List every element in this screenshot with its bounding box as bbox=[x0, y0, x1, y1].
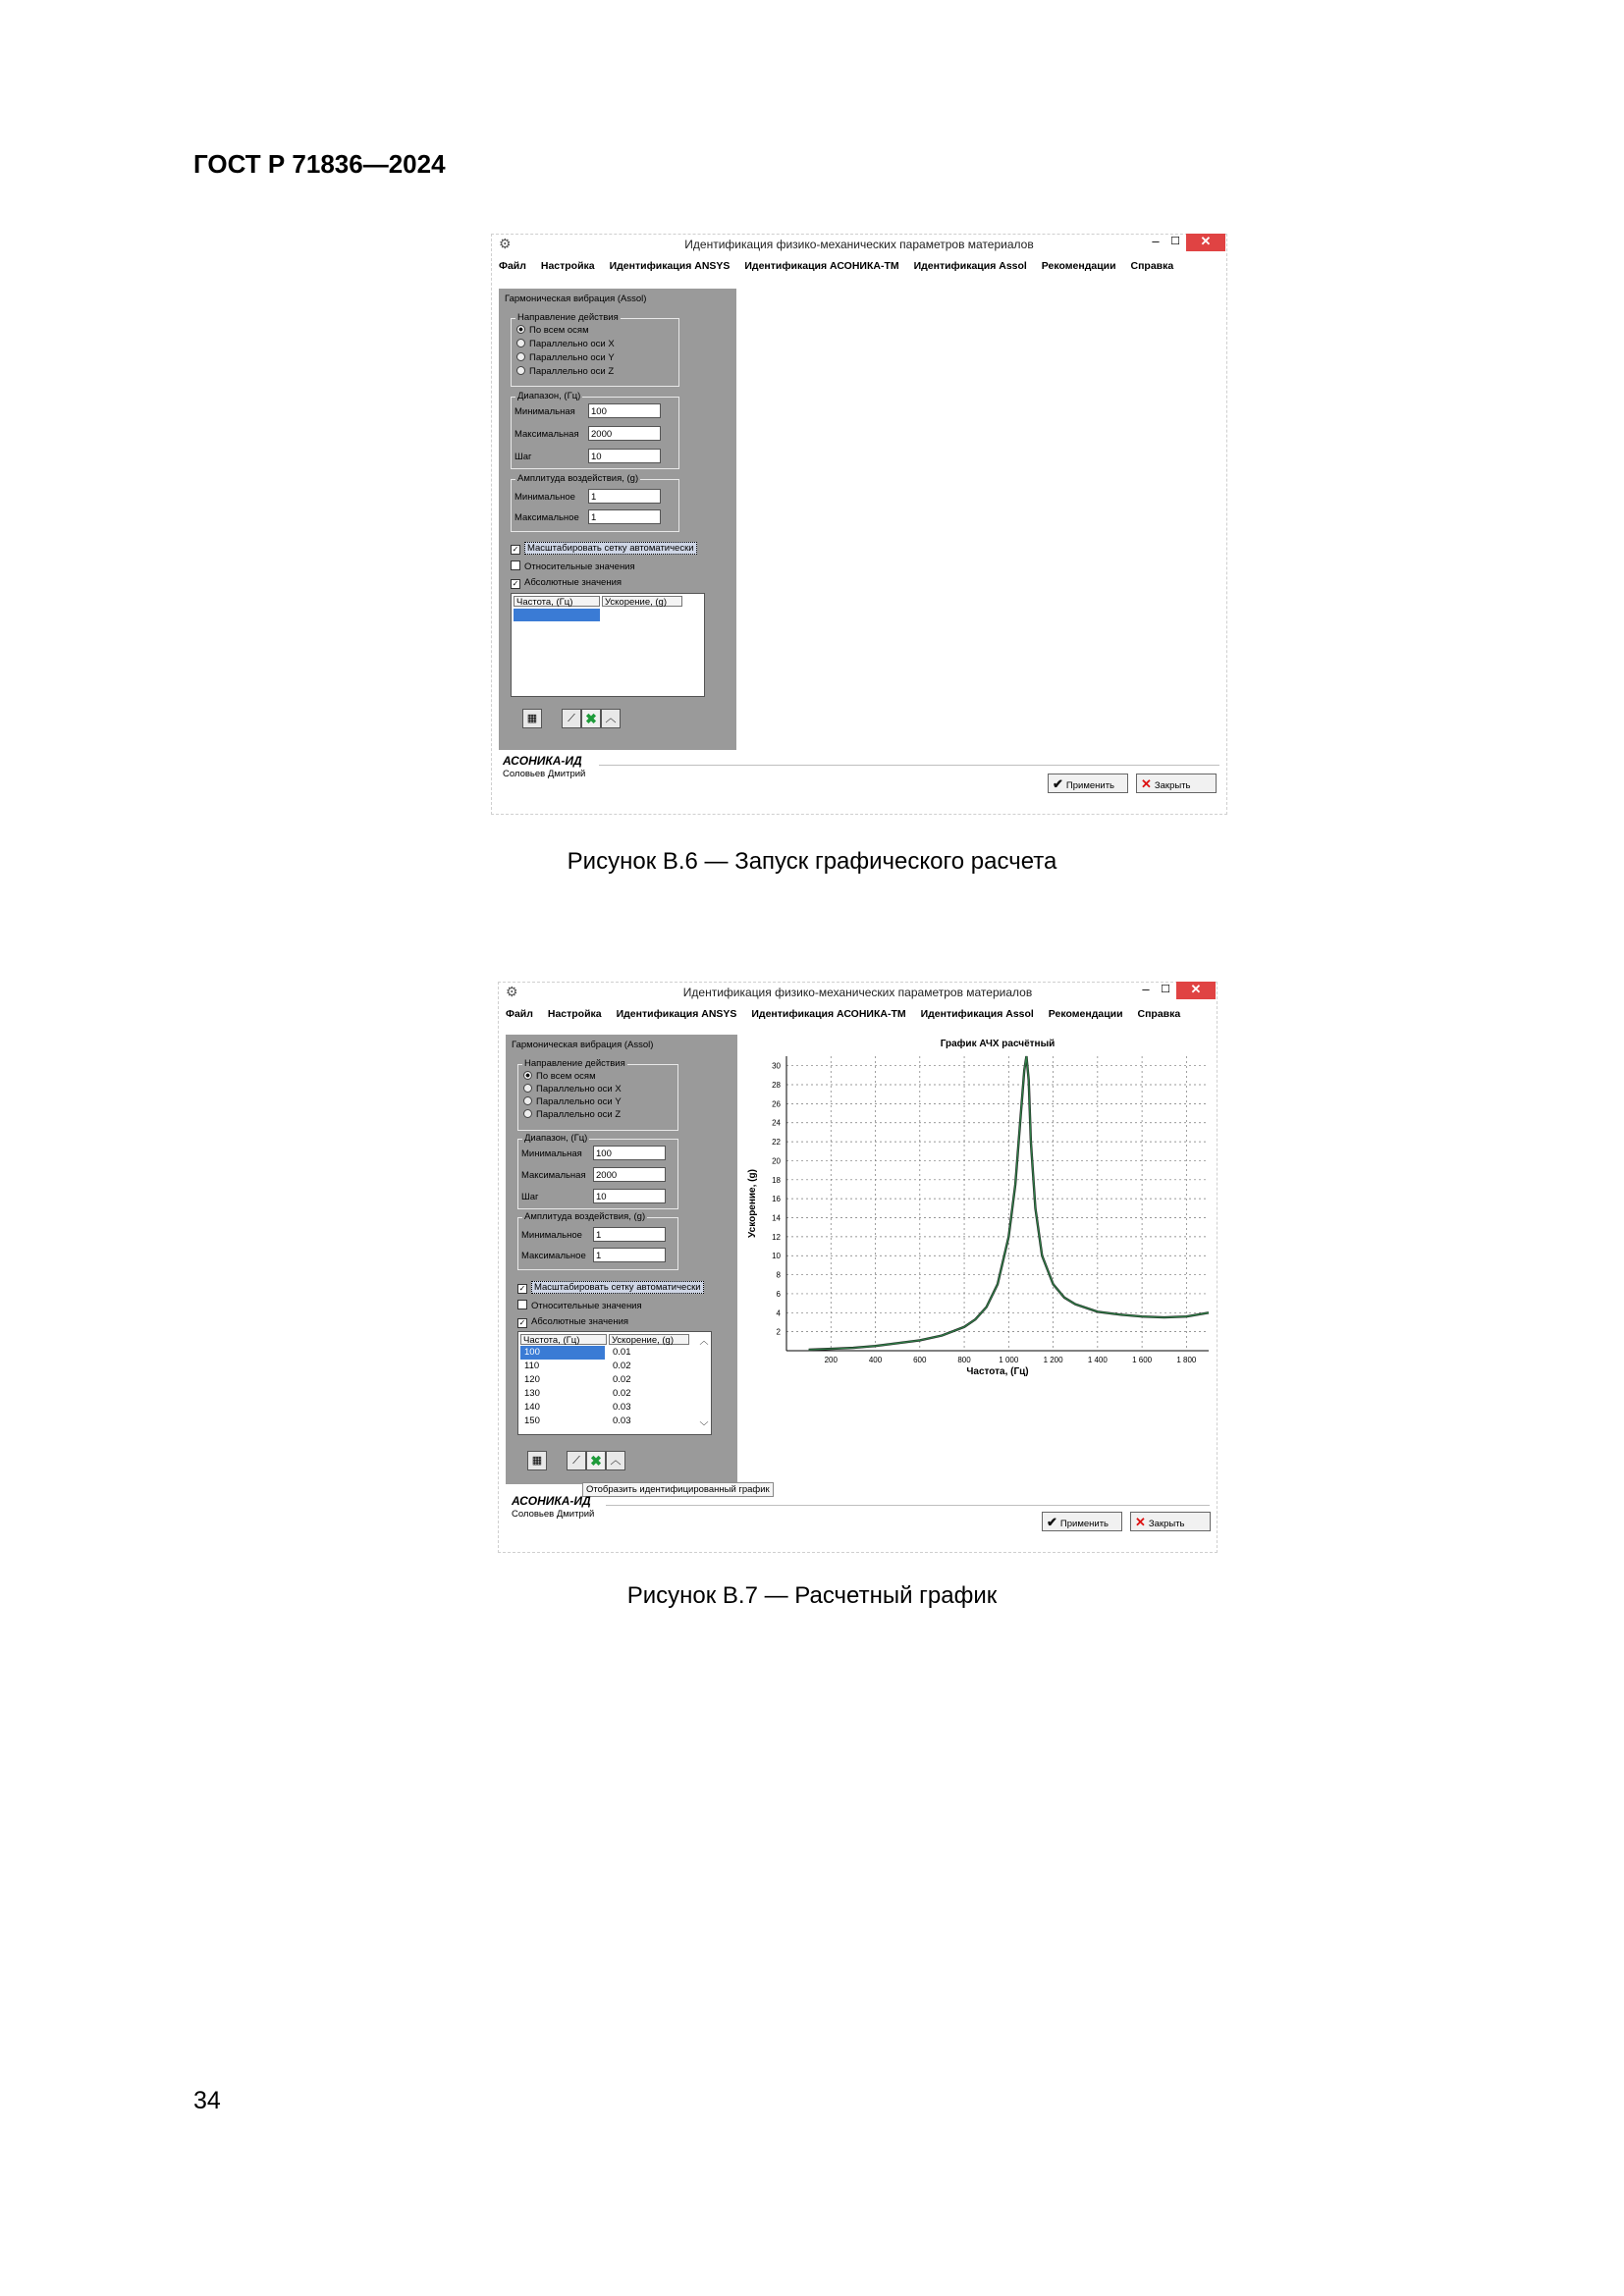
radio-axis-x[interactable] bbox=[523, 1084, 622, 1095]
table-row[interactable] bbox=[520, 1360, 699, 1373]
menu-item-asonika-tm[interactable]: Идентификация АСОНИКА-ТМ bbox=[744, 260, 899, 272]
window-title: Идентификация физико-механических параметров материалов bbox=[684, 238, 1034, 251]
author-name: Соловьев Дмитрий bbox=[503, 769, 586, 779]
radio-indicator bbox=[516, 325, 525, 334]
checkbox-label: Масштабировать сетку автоматически bbox=[524, 542, 697, 555]
radio-indicator bbox=[523, 1084, 532, 1093]
range-max-label: Максимальная bbox=[514, 429, 579, 440]
checkbox-label: Масштабировать сетку автоматически bbox=[531, 1281, 704, 1294]
radio-label: Параллельно оси X bbox=[536, 1084, 622, 1095]
footer-separator bbox=[599, 765, 1219, 766]
radio-indicator bbox=[523, 1071, 532, 1080]
apply-button[interactable] bbox=[1042, 1512, 1122, 1531]
amplitude-min-input[interactable]: 1 bbox=[588, 489, 661, 504]
y-tick-label: 22 bbox=[772, 1138, 781, 1148]
radio-label: Параллельно оси Y bbox=[536, 1096, 622, 1107]
amplitude-min-label: Минимальное bbox=[521, 1230, 582, 1241]
app-window-figure-2 bbox=[498, 982, 1218, 1553]
cell-frequency: 150 bbox=[524, 1415, 540, 1426]
calculator-icon[interactable]: ▦ bbox=[527, 1451, 547, 1470]
y-tick-label: 2 bbox=[776, 1327, 781, 1337]
checkbox-absolute-values[interactable] bbox=[511, 577, 622, 589]
brand-logo: АСОНИКА-ИД bbox=[503, 754, 582, 768]
amplitude-max-label: Максимальное bbox=[521, 1251, 586, 1261]
range-step-label: Шаг bbox=[514, 452, 532, 462]
close-button[interactable] bbox=[1136, 774, 1217, 793]
close-window-button[interactable]: ✕ bbox=[1186, 234, 1225, 251]
close-icon: ✕ bbox=[1141, 776, 1152, 791]
chart-title: График АЧХ расчётный bbox=[940, 1039, 1056, 1049]
table-row[interactable] bbox=[520, 1373, 699, 1387]
menu-item-assol[interactable]: Идентификация Assol bbox=[920, 1008, 1034, 1020]
maximize-button[interactable]: ☐ bbox=[1161, 984, 1170, 995]
menu-item-file[interactable]: Файл bbox=[499, 260, 526, 272]
x-tick-label: 1 000 bbox=[999, 1356, 1019, 1364]
calculator-icon[interactable]: ▦ bbox=[522, 709, 542, 728]
menu-item-settings[interactable]: Настройка bbox=[540, 260, 595, 272]
checkbox-relative-values[interactable] bbox=[517, 1300, 642, 1311]
chart-line-icon[interactable]: ⟋ bbox=[562, 709, 581, 728]
y-tick-label: 28 bbox=[772, 1081, 781, 1091]
radio-label: Параллельно оси Z bbox=[536, 1109, 622, 1120]
close-button[interactable] bbox=[1130, 1512, 1211, 1531]
menu-item-ansys[interactable]: Идентификация ANSYS bbox=[616, 1008, 737, 1020]
app-window-figure-1 bbox=[491, 234, 1227, 815]
range-min-input[interactable]: 100 bbox=[593, 1146, 666, 1160]
figure-caption-2: Рисунок В.7 — Расчетный график bbox=[626, 1582, 998, 1609]
y-axis-label: Ускорение, (g) bbox=[747, 1169, 758, 1238]
clear-icon[interactable]: ✖ bbox=[581, 709, 601, 728]
range-legend: Диапазон, (Гц) bbox=[524, 1133, 588, 1144]
amplitude-max-input[interactable]: 1 bbox=[588, 509, 661, 524]
radio-indicator bbox=[523, 1096, 532, 1105]
cell-frequency: 120 bbox=[524, 1374, 540, 1385]
direction-group bbox=[511, 312, 679, 387]
radio-indicator bbox=[516, 352, 525, 361]
direction-group bbox=[517, 1058, 678, 1131]
table-row[interactable] bbox=[520, 1415, 699, 1428]
radio-all-axes[interactable] bbox=[516, 325, 589, 336]
checkbox-indicator bbox=[511, 561, 520, 570]
range-max-input[interactable]: 2000 bbox=[593, 1167, 666, 1182]
checkmark-icon: ✔ bbox=[1053, 776, 1063, 791]
menu-item-settings[interactable]: Настройка bbox=[547, 1008, 602, 1020]
table-row[interactable] bbox=[520, 1387, 699, 1401]
amplitude-min-label: Минимальное bbox=[514, 492, 575, 503]
cell-frequency: 110 bbox=[524, 1361, 540, 1371]
menu-item-assol[interactable]: Идентификация Assol bbox=[913, 260, 1027, 272]
cell-acceleration: 0.01 bbox=[613, 1347, 631, 1358]
apply-button[interactable] bbox=[1048, 774, 1128, 793]
table-header-frequency[interactable]: Частота, (Гц) bbox=[520, 1334, 607, 1345]
range-legend: Диапазон, (Гц) bbox=[517, 391, 581, 401]
checkbox-label: Относительные значения bbox=[531, 1301, 642, 1311]
radio-axis-z[interactable] bbox=[516, 366, 614, 377]
radio-label: Параллельно оси Z bbox=[529, 366, 615, 377]
checkbox-autoscale-grid[interactable] bbox=[517, 1282, 704, 1294]
x-tick-label: 1 800 bbox=[1176, 1356, 1197, 1364]
footer-separator bbox=[606, 1505, 1210, 1506]
table-header-frequency[interactable]: Частота, (Гц) bbox=[514, 596, 600, 607]
radio-axis-z[interactable] bbox=[523, 1109, 621, 1120]
y-tick-label: 10 bbox=[772, 1252, 781, 1261]
figure-caption-1: Рисунок В.6 — Запуск графического расчета bbox=[567, 848, 1057, 875]
range-max-input[interactable]: 2000 bbox=[588, 426, 661, 441]
y-tick-label: 4 bbox=[776, 1308, 781, 1318]
range-step-input[interactable]: 10 bbox=[588, 449, 661, 463]
chart-line-icon[interactable]: ⟋ bbox=[567, 1451, 586, 1470]
x-tick-label: 1 400 bbox=[1087, 1356, 1108, 1364]
author-name: Соловьев Дмитрий bbox=[512, 1509, 595, 1520]
checkbox-label: Абсолютные значения bbox=[531, 1316, 629, 1327]
direction-legend: Направление действия bbox=[524, 1058, 625, 1069]
tooltip: Отобразить идентифицированный график bbox=[582, 1482, 774, 1497]
range-min-label: Минимальная bbox=[521, 1148, 582, 1159]
y-tick-label: 8 bbox=[776, 1270, 781, 1280]
radio-label: Параллельно оси Y bbox=[529, 352, 615, 363]
cell-frequency: 100 bbox=[524, 1347, 540, 1358]
table-row[interactable] bbox=[520, 1346, 699, 1360]
table-header-acceleration[interactable]: Ускорение, (g) bbox=[609, 1334, 689, 1345]
chevron-up-icon[interactable]: ︿ bbox=[601, 709, 621, 728]
close-icon: ✕ bbox=[1135, 1515, 1146, 1529]
series-line-shadow bbox=[809, 1056, 1209, 1350]
checkbox-label: Относительные значения bbox=[524, 561, 635, 572]
window-title: Идентификация физико-механических параметров материалов bbox=[682, 986, 1033, 999]
maximize-button[interactable]: ☐ bbox=[1170, 236, 1180, 247]
series-line bbox=[809, 1056, 1209, 1350]
menu-item-help[interactable]: Справка bbox=[1130, 260, 1174, 272]
menu-item-help[interactable]: Справка bbox=[1137, 1008, 1181, 1020]
table-scrollbar[interactable] bbox=[699, 1334, 709, 1432]
y-tick-label: 24 bbox=[772, 1118, 781, 1128]
panel-title: Гармоническая вибрация (Assol) bbox=[505, 294, 647, 304]
cell-acceleration: 0.02 bbox=[613, 1374, 631, 1385]
radio-indicator bbox=[516, 366, 525, 375]
table-selected-row[interactable] bbox=[514, 609, 600, 621]
cell-frequency: 130 bbox=[524, 1388, 540, 1399]
checkbox-indicator: ✓ bbox=[512, 579, 519, 588]
amplitude-group bbox=[511, 473, 679, 532]
y-tick-label: 14 bbox=[772, 1213, 781, 1223]
app-icon: ⚙ bbox=[506, 984, 518, 999]
range-min-input[interactable]: 100 bbox=[588, 403, 661, 418]
close-label: Закрыть bbox=[1148, 1519, 1185, 1529]
menu-bar bbox=[499, 260, 1218, 276]
brand-logo: АСОНИКА-ИД bbox=[512, 1494, 591, 1508]
menu-item-recommendations[interactable]: Рекомендации bbox=[1041, 260, 1116, 272]
range-step-input[interactable]: 10 bbox=[593, 1189, 666, 1203]
close-label: Закрыть bbox=[1154, 780, 1191, 791]
y-tick-label: 6 bbox=[776, 1289, 781, 1299]
radio-all-axes[interactable] bbox=[523, 1071, 596, 1082]
checkbox-relative-values[interactable] bbox=[511, 561, 635, 572]
cell-acceleration: 0.03 bbox=[613, 1415, 631, 1426]
checkbox-indicator: ✓ bbox=[512, 545, 519, 554]
minimize-button[interactable]: – bbox=[1142, 982, 1150, 996]
cell-acceleration: 0.02 bbox=[613, 1361, 631, 1371]
results-table[interactable] bbox=[517, 1331, 712, 1435]
x-tick-label: 400 bbox=[868, 1356, 883, 1364]
x-axis-label: Частота, (Гц) bbox=[966, 1366, 1029, 1377]
results-table[interactable] bbox=[511, 593, 705, 697]
apply-label: Применить bbox=[1065, 780, 1114, 791]
chevron-up-icon[interactable]: ︿ bbox=[606, 1451, 625, 1470]
x-tick-label: 200 bbox=[824, 1356, 838, 1364]
amplitude-max-input[interactable]: 1 bbox=[593, 1248, 666, 1262]
menu-item-recommendations[interactable]: Рекомендации bbox=[1048, 1008, 1123, 1020]
settings-panel bbox=[499, 289, 736, 750]
cell-acceleration: 0.03 bbox=[613, 1402, 631, 1413]
x-tick-label: 1 600 bbox=[1132, 1356, 1153, 1364]
amplitude-legend: Амплитуда воздействия, (g) bbox=[524, 1211, 646, 1222]
scroll-up-icon[interactable]: ︿ bbox=[699, 1336, 709, 1346]
checkbox-autoscale-grid[interactable] bbox=[511, 543, 697, 555]
scroll-down-icon[interactable]: ﹀ bbox=[699, 1421, 709, 1431]
amplitude-max-label: Максимальное bbox=[514, 512, 579, 523]
checkbox-indicator: ✓ bbox=[518, 1318, 526, 1327]
range-step-label: Шаг bbox=[521, 1192, 539, 1202]
checkbox-label: Абсолютные значения bbox=[524, 577, 623, 588]
cell-acceleration: 0.02 bbox=[613, 1388, 631, 1399]
checkmark-icon: ✔ bbox=[1047, 1515, 1057, 1529]
x-tick-label: 800 bbox=[957, 1356, 971, 1364]
y-tick-label: 20 bbox=[772, 1156, 781, 1166]
y-tick-label: 16 bbox=[772, 1195, 781, 1204]
frequency-response-chart bbox=[743, 1035, 1215, 1457]
menu-item-ansys[interactable]: Идентификация ANSYS bbox=[609, 260, 731, 272]
amplitude-min-input[interactable]: 1 bbox=[593, 1227, 666, 1242]
page-number: 34 bbox=[193, 2087, 221, 2114]
clear-icon[interactable]: ✖ bbox=[586, 1451, 606, 1470]
cell-frequency: 140 bbox=[524, 1402, 540, 1413]
amplitude-legend: Амплитуда воздействия, (g) bbox=[517, 473, 639, 484]
amplitude-group bbox=[517, 1211, 678, 1270]
x-tick-label: 1 200 bbox=[1043, 1356, 1063, 1364]
radio-label: По всем осям bbox=[536, 1071, 596, 1082]
radio-axis-y[interactable] bbox=[516, 352, 615, 363]
checkbox-indicator: ✓ bbox=[518, 1284, 526, 1293]
range-group bbox=[511, 391, 679, 469]
menu-bar bbox=[506, 1008, 1208, 1024]
y-tick-label: 18 bbox=[772, 1175, 781, 1185]
y-tick-label: 12 bbox=[772, 1232, 781, 1242]
app-icon: ⚙ bbox=[499, 236, 512, 251]
close-window-button[interactable]: ✕ bbox=[1176, 982, 1216, 999]
y-tick-label: 26 bbox=[772, 1099, 781, 1109]
checkbox-indicator bbox=[517, 1300, 527, 1309]
title-bar bbox=[498, 982, 1218, 1003]
radio-label: По всем осям bbox=[529, 325, 589, 336]
panel-title: Гармоническая вибрация (Assol) bbox=[512, 1040, 654, 1050]
range-group bbox=[517, 1133, 678, 1209]
table-header-acceleration[interactable]: Ускорение, (g) bbox=[602, 596, 682, 607]
minimize-button[interactable]: – bbox=[1152, 234, 1160, 248]
menu-item-file[interactable]: Файл bbox=[506, 1008, 533, 1020]
radio-indicator bbox=[516, 339, 525, 347]
radio-label: Параллельно оси X bbox=[529, 339, 615, 349]
document-header: ГОСТ Р 71836—2024 bbox=[193, 149, 446, 179]
apply-label: Применить bbox=[1059, 1519, 1109, 1529]
range-min-label: Минимальная bbox=[514, 406, 575, 417]
x-tick-label: 600 bbox=[913, 1356, 927, 1364]
menu-item-asonika-tm[interactable]: Идентификация АСОНИКА-ТМ bbox=[751, 1008, 906, 1020]
title-bar bbox=[491, 234, 1227, 255]
direction-legend: Направление действия bbox=[517, 312, 619, 323]
settings-panel bbox=[506, 1035, 737, 1484]
radio-indicator bbox=[523, 1109, 532, 1118]
checkbox-absolute-values[interactable] bbox=[517, 1316, 628, 1328]
range-max-label: Максимальная bbox=[521, 1170, 586, 1181]
table-row[interactable] bbox=[520, 1401, 699, 1415]
radio-axis-x[interactable] bbox=[516, 339, 615, 349]
radio-axis-y[interactable] bbox=[523, 1096, 622, 1107]
y-tick-label: 30 bbox=[772, 1061, 781, 1071]
